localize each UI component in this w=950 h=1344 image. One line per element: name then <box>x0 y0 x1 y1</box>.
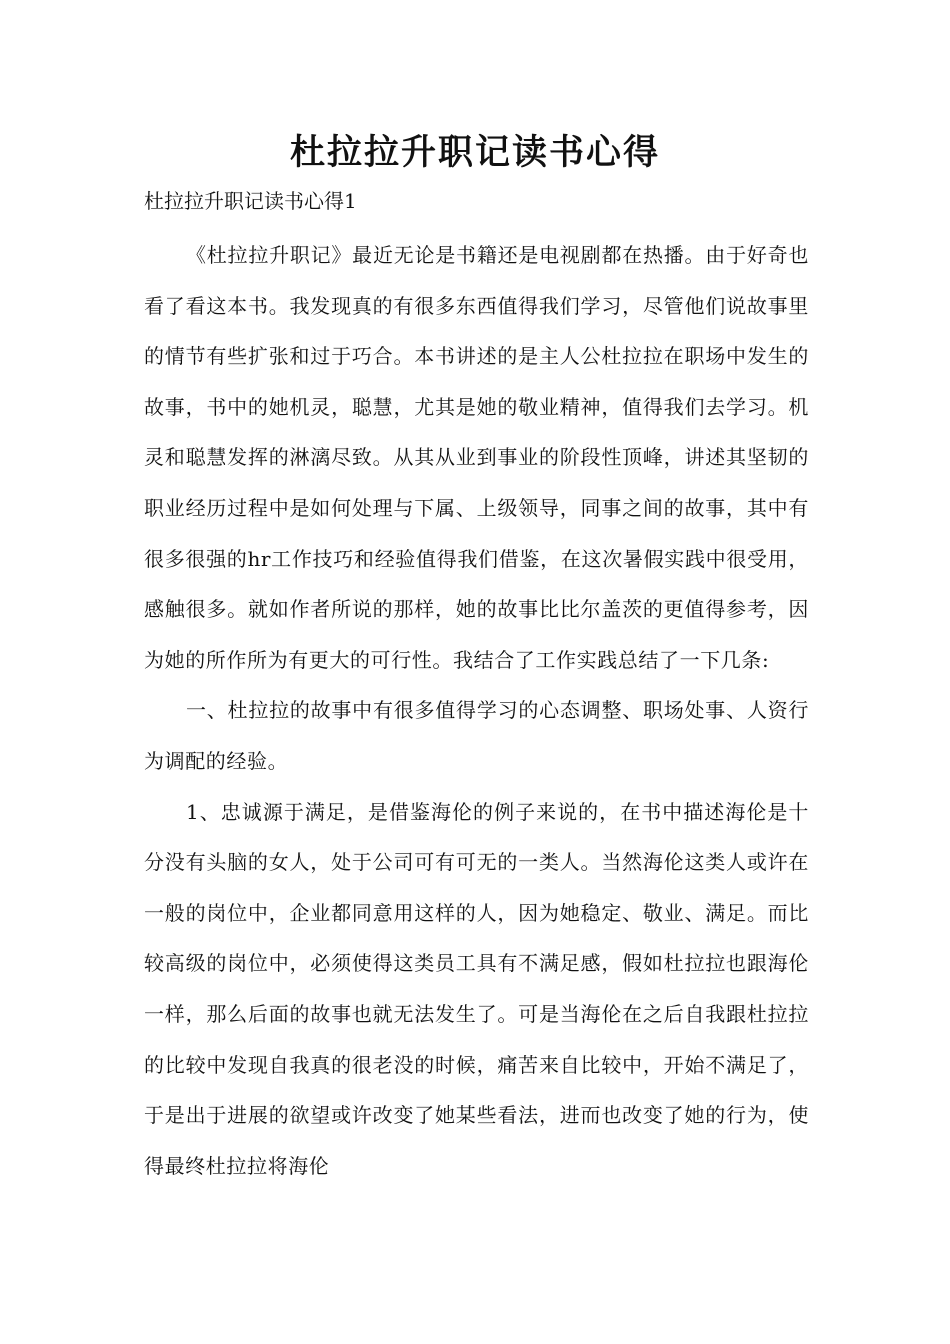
paragraph-section-one: 一、杜拉拉的故事中有很多值得学习的心态调整、职场处事、人资行为调配的经验。 <box>144 698 809 773</box>
paragraph-intro: 《杜拉拉升职记》最近无论是书籍还是电视剧都在热播。由于好奇也看了看这本书。我发现真的有很多东西值得我们学习，尽管他们说故事里的情节有些扩张和过于巧合。本书讲述的是主人公杜拉拉在职场中发生的故事，书中的她机灵，聪慧，尤其是她的敬业精神，值得我们去学习。机灵和聪慧发挥的淋漓尽致。从其从业到事业的阶段性顶峰，讲述其坚韧的职业经历过程中是如何处理与下属、上级领导，同事之间的故事，其中有很多很强的hr工作技巧和经验值得我们借鉴，在这次暑假实践中很受用，感触很多。就如作者所说的那样，她的故事比比尔盖茨的更值得参考，因为她的所作所为有更大的可行性。我结合了工作实践总结了一下几条: <box>144 243 809 672</box>
document-title: 杜拉拉升职记读书心得 <box>289 133 660 173</box>
document-subtitle: 杜拉拉升职记读书心得1 <box>144 189 357 213</box>
paragraph-point-one: 1、忠诚源于满足，是借鉴海伦的例子来说的，在书中描述海伦是十分没有头脑的女人，处于公司可有可无的一类人。当然海伦这类人或许在一般的岗位中，企业都同意用这样的人，因为她稳定、敬业、满足。而比较高级的岗位中，必须使得这类员工具有不满足感，假如杜拉拉也跟海伦一样，那么后面的故事也就无法发生了。可是当海伦在之后自我跟杜拉拉的比较中发现自我真的很老没的时候，痛苦来自比较中，开始不满足了，于是出于进展的欲望或许改变了她某些看法，进而也改变了她的行为，使得最终杜拉拉将海伦 <box>144 799 809 1178</box>
document-body <box>144 230 809 1191</box>
